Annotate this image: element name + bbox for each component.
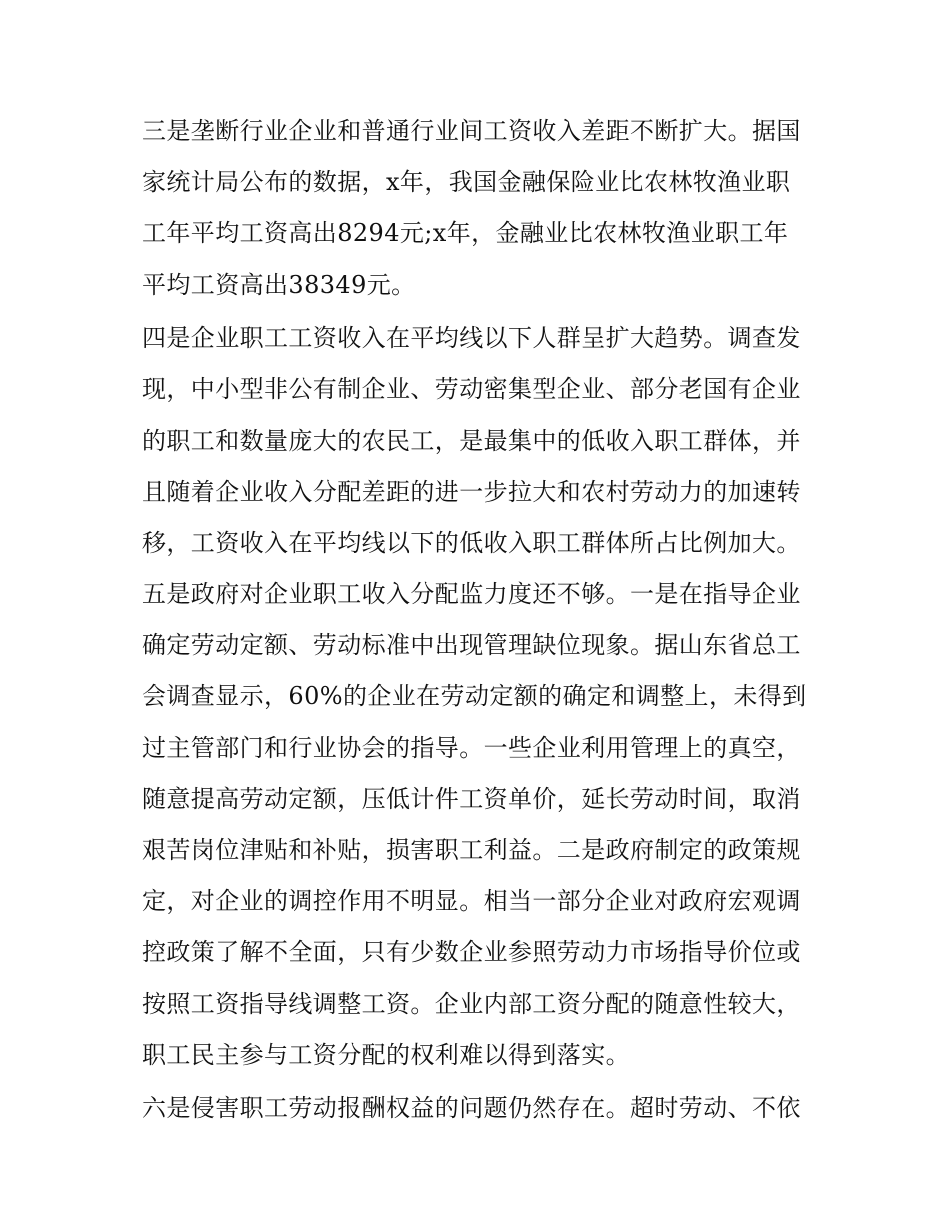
text-line: 且随着企业收入分配差距的进一步拉大和农村劳动力的加速转 (142, 477, 801, 506)
text-line: 艰苦岗位津贴和补贴，损害职工利益。二是政府制定的政策规 (142, 836, 801, 865)
document-body (142, 106, 822, 1135)
text-line: 四是企业职工工资收入在平均线以下人群呈扩大趋势。调查发 (142, 324, 801, 353)
text-line: 的职工和数量庞大的农民工，是最集中的低收入职工群体，并 (142, 426, 801, 455)
paragraph-monopoly-wage-gap (142, 106, 822, 311)
text-line: 随意提高劳动定额，压低计件工资单价，延长劳动时间，取消 (142, 784, 801, 813)
text-line: 会调查显示，60%的企业在劳动定额的确定和调整上，未得到 (142, 682, 807, 711)
paragraph-below-average-income (142, 313, 822, 569)
text-line: 六是侵害职工劳动报酬权益的问题仍然存在。超时劳动、不依 (142, 1094, 801, 1123)
text-line: 过主管部门和行业协会的指导。一些企业利用管理上的真空， (142, 733, 801, 762)
text-line: 家统计局公布的数据，x年，我国金融保险业比农林牧渔业职 (142, 168, 791, 197)
text-line: 平均工资高出38349元。 (142, 270, 416, 299)
text-line: 工年平均工资高出8294元;x年，金融业比农林牧渔业职工年 (142, 219, 789, 248)
paragraph-labor-rights-violations (142, 1083, 822, 1134)
paragraph-government-supervision (142, 569, 822, 1081)
text-line: 职工民主参与工资分配的权利难以得到落实。 (142, 1040, 630, 1069)
text-line: 确定劳动定额、劳动标准中出现管理缺位现象。据山东省总工 (142, 631, 801, 660)
text-line: 按照工资指导线调整工资。企业内部工资分配的随意性较大， (142, 989, 801, 1018)
text-line: 五是政府对企业职工收入分配监力度还不够。一是在指导企业 (142, 580, 801, 609)
text-line: 现，中小型非公有制企业、劳动密集型企业、部分老国有企业 (142, 375, 801, 404)
text-line: 控政策了解不全面，只有少数企业参照劳动力市场指导价位或 (142, 938, 801, 967)
text-line: 三是垄断行业企业和普通行业间工资收入差距不断扩大。据国 (142, 117, 801, 145)
text-line: 定，对企业的调控作用不明显。相当一部分企业对政府宏观调 (142, 887, 801, 916)
text-line: 移，工资收入在平均线以下的低收入职工群体所占比例加大。 (142, 528, 801, 557)
